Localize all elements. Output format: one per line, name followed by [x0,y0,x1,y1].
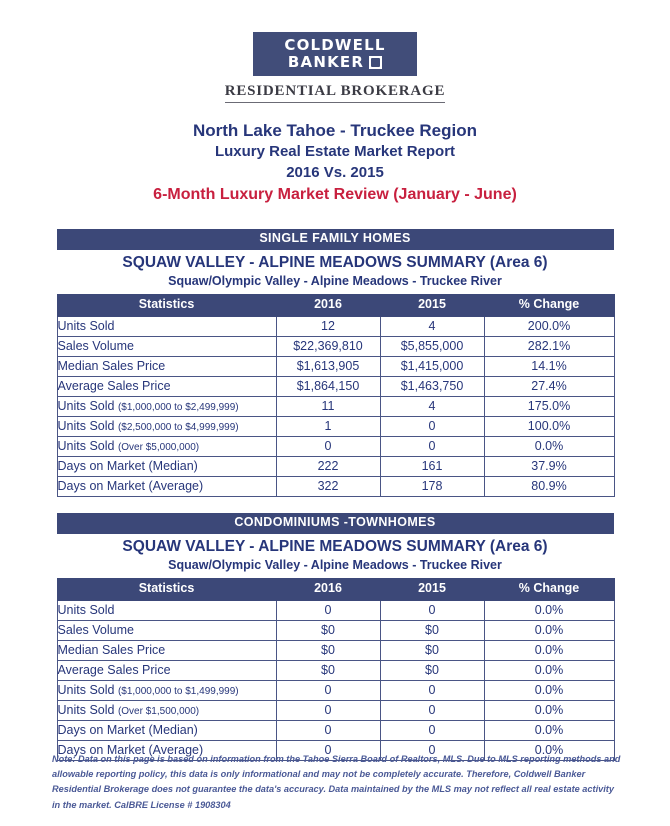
cell-2016: 1 [276,416,380,436]
stat-label-text: Days on Market (Average) [57,742,204,757]
cell-change: 0.0% [484,621,614,641]
cell-stat-label [57,681,276,701]
section-single-family-homes [57,229,614,497]
cell-stat-label [57,701,276,721]
table-row [57,621,614,641]
footnote-disclaimer: Note: Data on this page is based on information from the Tahoe Sierra Board of Realtors, MLS. Due to MLS reporting methods and allowable reporting policy, this data is only informational and may not be completely accurate. Therefore, Coldwell Banker Residential Brokerage does not guarantee the data's accuracy. Data maintained by the MLS may not reflect all real estate activity in the market. CalBRE License # 1908304 [52,754,621,810]
section-title: SQUAW VALLEY - ALPINE MEADOWS SUMMARY (Area 6) [122,253,548,271]
cell-2016: 0 [276,701,380,721]
table-row [57,701,614,721]
cell-stat-label [57,336,276,356]
cell-stat-label [57,621,276,641]
cell-stat-label [57,436,276,456]
cell-change: 0.0% [484,641,614,661]
logo-text-banker [288,55,382,70]
cell-stat-label [57,641,276,661]
column-header-2015: 2015 [380,295,484,317]
cell-change: 282.1% [484,336,614,356]
cell-2015: 178 [380,476,484,496]
cell-2015: $0 [380,661,484,681]
cell-stat-label [57,376,276,396]
stat-label-text: Days on Market (Median) [57,458,198,473]
cell-2015: 4 [380,316,484,336]
cell-2016: 12 [276,316,380,336]
cell-2016: $1,864,150 [276,376,380,396]
cell-change: 175.0% [484,396,614,416]
cell-2016: $0 [276,641,380,661]
cell-stat-label [57,661,276,681]
cell-2016: 0 [276,681,380,701]
page-title-report: Luxury Real Estate Market Report [214,142,456,160]
cell-2015: 161 [380,456,484,476]
cell-stat-label [57,456,276,476]
cell-change: 37.9% [484,456,614,476]
table-row [57,641,614,661]
cell-2015: 0 [380,436,484,456]
table-row [57,376,614,396]
cell-change: 0.0% [484,681,614,701]
stat-label-range: ($2,500,000 to $4,999,999) [117,421,239,433]
cell-2016: $0 [276,661,380,681]
section-category-bar: CONDOMINIUMS -TOWNHOMES [57,513,614,534]
page-title-review-period: 6-Month Luxury Market Review (January - June) [153,185,517,203]
section-subtitle: Squaw/Olympic Valley - Alpine Meadows - Truckee River [168,558,502,573]
stat-label-text: Units Sold [57,702,118,717]
stat-label-range: ($1,000,000 to $1,499,999) [117,685,239,697]
cell-2015: 4 [380,396,484,416]
logo-text-coldwell: COLDWELL [284,36,386,54]
column-header-2016: 2016 [276,579,380,601]
logo-banker-word: BANKER [287,53,365,71]
column-header-statistics: Statistics [57,295,276,317]
cell-2015: 0 [380,601,484,621]
cell-2016: $0 [276,621,380,641]
cell-2015: 0 [380,741,484,761]
cell-2015: $1,415,000 [380,356,484,376]
cell-change: 0.0% [484,741,614,761]
stat-label-text: Units Sold [57,682,118,697]
table-row [57,336,614,356]
stat-label-text: Units Sold [57,438,118,453]
column-header-statistics: Statistics [57,579,276,601]
brand-logo [0,0,670,103]
cell-change: 0.0% [484,661,614,681]
column-header-percent-change: % Change [484,295,614,317]
cell-2016: 0 [276,741,380,761]
stat-label-text: Sales Volume [57,338,134,353]
stat-label-text: Average Sales Price [57,662,171,677]
cell-change: 0.0% [484,721,614,741]
cell-stat-label [57,356,276,376]
section-title: SQUAW VALLEY - ALPINE MEADOWS SUMMARY (Area 6) [122,537,548,555]
cell-2016: $22,369,810 [276,336,380,356]
cell-2016: $1,613,905 [276,356,380,376]
table-row [57,661,614,681]
page-title-region: North Lake Tahoe - Truckee Region [192,120,478,140]
cell-change: 100.0% [484,416,614,436]
cell-change: 200.0% [484,316,614,336]
cell-stat-label [57,316,276,336]
section-condominiums-townhomes [57,513,614,761]
stat-label-text: Sales Volume [57,622,134,637]
table-row [57,681,614,701]
cell-stat-label [57,721,276,741]
table-row [57,436,614,456]
stat-label-text: Units Sold [57,318,115,333]
table-row [57,416,614,436]
cell-stat-label [57,601,276,621]
cell-2016: 11 [276,396,380,416]
stat-label-text: Days on Market (Median) [57,722,198,737]
cell-2015: $1,463,750 [380,376,484,396]
cell-2015: $0 [380,641,484,661]
column-header-2016: 2016 [276,295,380,317]
cell-change: 0.0% [484,436,614,456]
table-single-family-homes [57,294,615,497]
table-header-row [57,579,614,601]
cell-change: 27.4% [484,376,614,396]
stat-label-text: Median Sales Price [57,358,166,373]
cell-2016: 222 [276,456,380,476]
stat-label-range: ($1,000,000 to $2,499,999) [117,401,239,413]
cell-stat-label [57,396,276,416]
cell-2015: 0 [380,416,484,436]
column-header-percent-change: % Change [484,579,614,601]
cell-change: 0.0% [484,601,614,621]
stat-label-text: Units Sold [57,418,118,433]
table-row [57,476,614,496]
table-header-row [57,295,614,317]
stat-label-range: (Over $1,500,000) [117,705,200,717]
cell-2015: $5,855,000 [380,336,484,356]
cell-change: 80.9% [484,476,614,496]
table-row [57,721,614,741]
cell-2016: 322 [276,476,380,496]
table-row [57,316,614,336]
cell-stat-label [57,476,276,496]
report-title-block [0,120,670,207]
stat-label-text: Average Sales Price [57,378,171,393]
table-row [57,601,614,621]
coldwell-banker-logo-box [253,32,417,76]
stat-label-text: Units Sold [57,398,118,413]
stat-label-text: Units Sold [57,602,115,617]
logo-subtitle-residential-brokerage: RESIDENTIAL BROKERAGE [225,83,446,103]
cell-2015: 0 [380,721,484,741]
page-title-years: 2016 Vs. 2015 [286,163,384,181]
cell-2016: 0 [276,436,380,456]
stat-label-text: Median Sales Price [57,642,166,657]
cell-2016: 0 [276,601,380,621]
table-row [57,356,614,376]
cb-square-emblem-icon [369,56,382,69]
cell-2015: 0 [380,681,484,701]
section-category-bar: SINGLE FAMILY HOMES [57,229,614,250]
cell-2015: 0 [380,701,484,721]
cell-stat-label [57,416,276,436]
column-header-2015: 2015 [380,579,484,601]
table-row [57,456,614,476]
cell-change: 14.1% [484,356,614,376]
section-subtitle: Squaw/Olympic Valley - Alpine Meadows - Truckee River [168,274,502,289]
stat-label-text: Days on Market (Average) [57,478,204,493]
cell-change: 0.0% [484,701,614,721]
cell-2016: 0 [276,721,380,741]
cell-2015: $0 [380,621,484,641]
table-row [57,396,614,416]
table-condominiums-townhomes [57,578,615,761]
stat-label-range: (Over $5,000,000) [117,441,200,453]
